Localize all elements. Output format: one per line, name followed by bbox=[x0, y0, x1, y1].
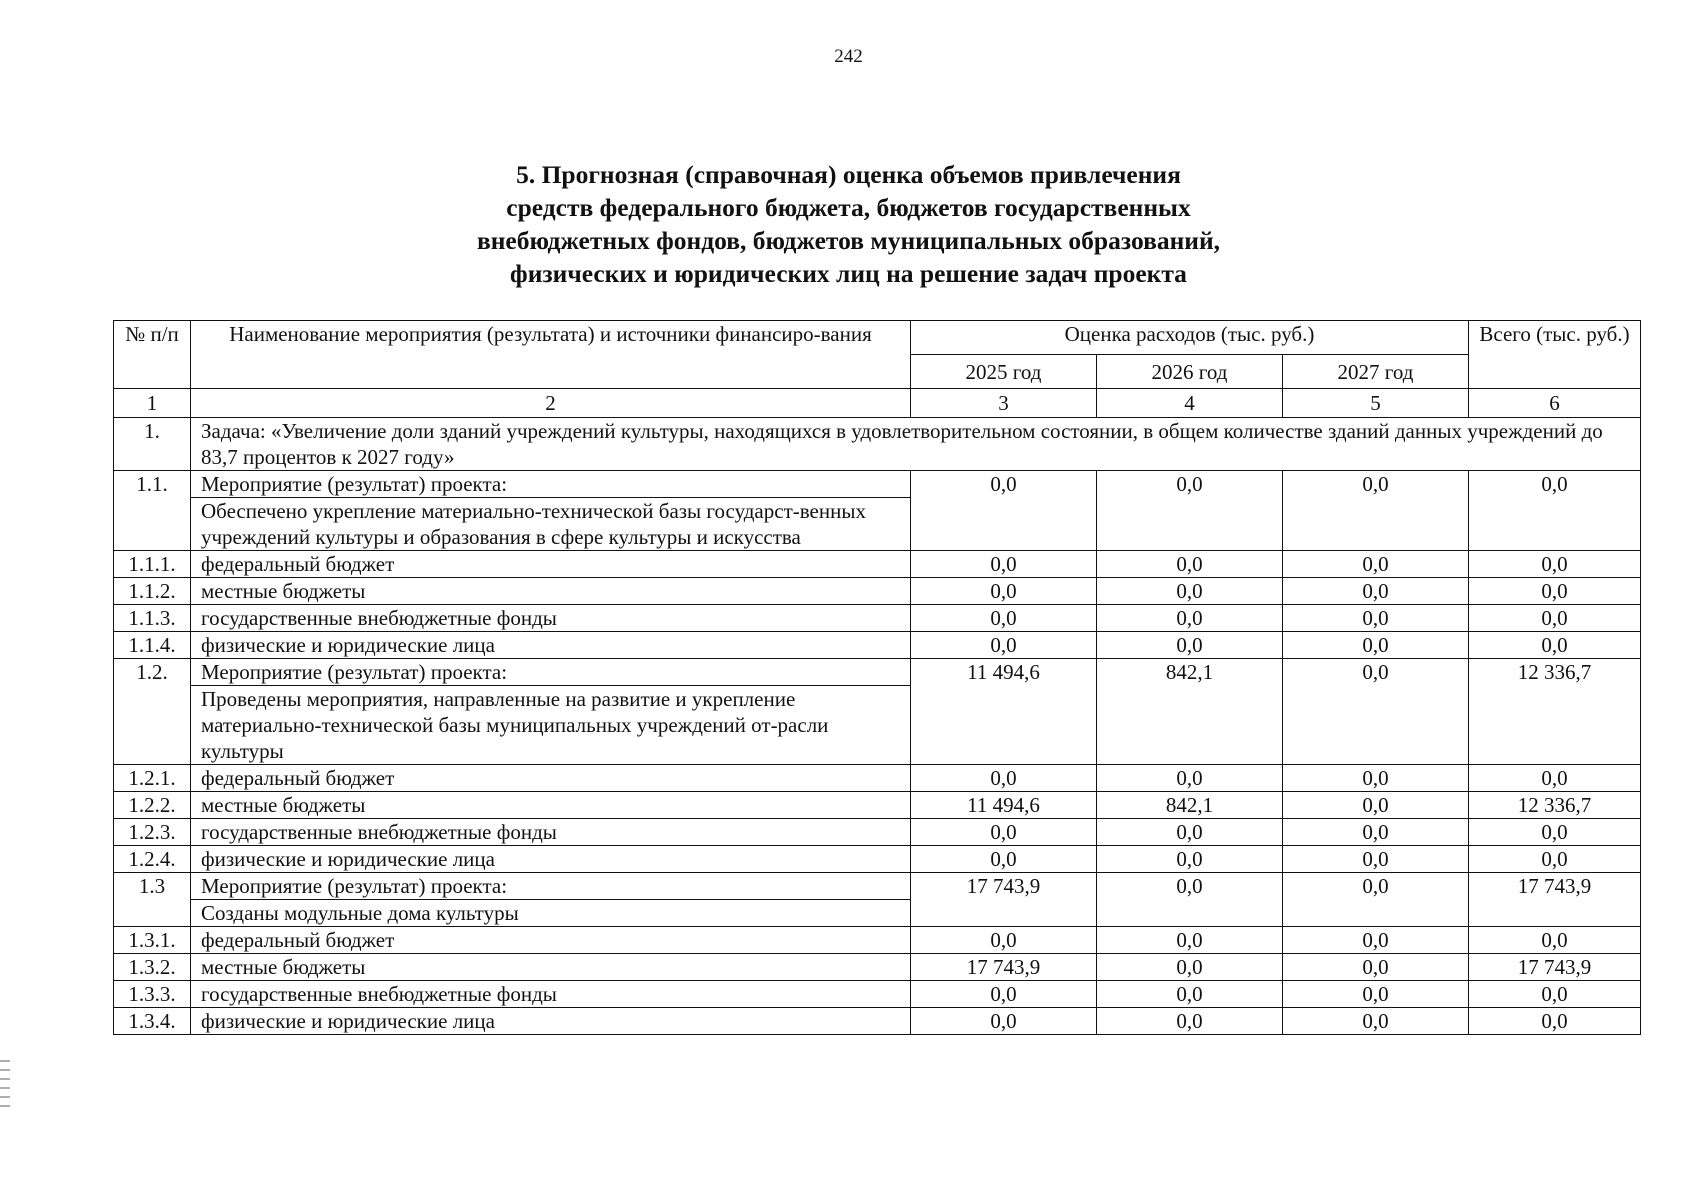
source-value: 0,0 bbox=[1469, 605, 1641, 632]
header-name: Наименование мероприятия (результата) и источники финансиро-вания bbox=[191, 321, 911, 389]
source-row bbox=[114, 605, 1641, 632]
source-value: 0,0 bbox=[1469, 765, 1641, 792]
source-num: 1.3.2. bbox=[114, 954, 191, 981]
source-value: 0,0 bbox=[911, 1008, 1097, 1035]
source-name: физические и юридические лица bbox=[191, 1008, 911, 1035]
source-row bbox=[114, 846, 1641, 873]
task-num: 1. bbox=[114, 418, 191, 471]
header-year-2025: 2025 год bbox=[911, 355, 1097, 389]
source-value: 0,0 bbox=[1097, 605, 1283, 632]
source-num: 1.3.1. bbox=[114, 927, 191, 954]
measure-value: 12 336,7 bbox=[1469, 659, 1641, 765]
measure-row bbox=[114, 873, 1641, 900]
measure-label: Мероприятие (результат) проекта: bbox=[191, 873, 911, 900]
source-value: 0,0 bbox=[1283, 605, 1469, 632]
source-value: 17 743,9 bbox=[1469, 954, 1641, 981]
source-name: государственные внебюджетные фонды bbox=[191, 605, 911, 632]
measure-row bbox=[114, 471, 1641, 498]
source-value: 0,0 bbox=[1283, 927, 1469, 954]
budget-table bbox=[113, 320, 1641, 1035]
source-value: 0,0 bbox=[1097, 981, 1283, 1008]
source-value: 0,0 bbox=[1469, 632, 1641, 659]
source-num: 1.1.1. bbox=[114, 551, 191, 578]
source-value: 0,0 bbox=[1283, 632, 1469, 659]
source-value: 0,0 bbox=[911, 927, 1097, 954]
source-value: 0,0 bbox=[1097, 819, 1283, 846]
column-index-row bbox=[114, 389, 1641, 418]
source-num: 1.3.4. bbox=[114, 1008, 191, 1035]
table-body bbox=[114, 418, 1641, 1035]
source-value: 0,0 bbox=[911, 551, 1097, 578]
source-value: 0,0 bbox=[911, 846, 1097, 873]
source-row bbox=[114, 551, 1641, 578]
measure-label: Мероприятие (результат) проекта: bbox=[191, 659, 911, 686]
source-row bbox=[114, 927, 1641, 954]
task-row bbox=[114, 418, 1641, 471]
source-value: 0,0 bbox=[1283, 1008, 1469, 1035]
source-value: 0,0 bbox=[1283, 551, 1469, 578]
column-index: 3 bbox=[911, 389, 1097, 418]
source-name: физические и юридические лица bbox=[191, 632, 911, 659]
header-cost-group: Оценка расходов (тыс. руб.) bbox=[911, 321, 1469, 355]
source-value: 11 494,6 bbox=[911, 792, 1097, 819]
source-value: 0,0 bbox=[911, 765, 1097, 792]
source-value: 0,0 bbox=[1097, 846, 1283, 873]
source-num: 1.2.2. bbox=[114, 792, 191, 819]
task-text: Задача: «Увеличение доли зданий учреждений культуры, находящихся в удовлетворительном состоянии, в общем количестве зданий данных учреждений до 83,7 процентов к 2027 году» bbox=[191, 418, 1641, 471]
column-index: 1 bbox=[114, 389, 191, 418]
measure-value: 0,0 bbox=[911, 471, 1097, 551]
column-index: 5 bbox=[1283, 389, 1469, 418]
measure-description: Созданы модульные дома культуры bbox=[191, 900, 911, 927]
source-num: 1.2.3. bbox=[114, 819, 191, 846]
source-row bbox=[114, 792, 1641, 819]
source-value: 0,0 bbox=[911, 605, 1097, 632]
source-name: федеральный бюджет bbox=[191, 765, 911, 792]
source-name: местные бюджеты bbox=[191, 954, 911, 981]
source-name: федеральный бюджет bbox=[191, 927, 911, 954]
source-row bbox=[114, 954, 1641, 981]
source-value: 0,0 bbox=[1097, 1008, 1283, 1035]
section-title bbox=[0, 158, 1697, 290]
measure-value: 0,0 bbox=[1283, 471, 1469, 551]
column-index: 6 bbox=[1469, 389, 1641, 418]
source-num: 1.1.2. bbox=[114, 578, 191, 605]
measure-value: 17 743,9 bbox=[911, 873, 1097, 927]
source-value: 0,0 bbox=[911, 578, 1097, 605]
source-value: 0,0 bbox=[1283, 578, 1469, 605]
source-num: 1.1.4. bbox=[114, 632, 191, 659]
measure-value: 0,0 bbox=[1469, 471, 1641, 551]
title-line: физических и юридических лиц на решение задач проекта bbox=[510, 259, 1187, 288]
column-index: 4 bbox=[1097, 389, 1283, 418]
source-name: государственные внебюджетные фонды bbox=[191, 819, 911, 846]
title-line: средств федерального бюджета, бюджетов государственных bbox=[506, 193, 1191, 222]
source-value: 0,0 bbox=[911, 981, 1097, 1008]
measure-num: 1.3 bbox=[114, 873, 191, 927]
source-name: местные бюджеты bbox=[191, 578, 911, 605]
measure-value: 11 494,6 bbox=[911, 659, 1097, 765]
source-value: 12 336,7 bbox=[1469, 792, 1641, 819]
source-row bbox=[114, 765, 1641, 792]
source-value: 0,0 bbox=[1469, 578, 1641, 605]
source-value: 0,0 bbox=[1469, 551, 1641, 578]
table-header bbox=[114, 321, 1641, 418]
title-line: внебюджетных фондов, бюджетов муниципальных образований, bbox=[476, 226, 1221, 255]
page-number: 242 bbox=[834, 46, 863, 67]
header-total: Всего (тыс. руб.) bbox=[1469, 321, 1641, 389]
source-value: 0,0 bbox=[1283, 954, 1469, 981]
source-num: 1.3.3. bbox=[114, 981, 191, 1008]
source-value: 0,0 bbox=[1283, 765, 1469, 792]
measure-label: Мероприятие (результат) проекта: bbox=[191, 471, 911, 498]
source-value: 0,0 bbox=[1097, 551, 1283, 578]
measure-row bbox=[114, 659, 1641, 686]
source-value: 842,1 bbox=[1097, 792, 1283, 819]
source-value: 0,0 bbox=[1469, 819, 1641, 846]
source-row bbox=[114, 819, 1641, 846]
column-index: 2 bbox=[191, 389, 911, 418]
header-year-2027: 2027 год bbox=[1283, 355, 1469, 389]
measure-description: Обеспечено укрепление материально-технической базы государст-венных учреждений культуры и образования в сфере культуры и искусства bbox=[191, 498, 911, 551]
measure-value: 0,0 bbox=[1097, 471, 1283, 551]
source-name: местные бюджеты bbox=[191, 792, 911, 819]
source-value: 0,0 bbox=[1469, 1008, 1641, 1035]
measure-value: 0,0 bbox=[1283, 659, 1469, 765]
source-value: 0,0 bbox=[911, 632, 1097, 659]
measure-value: 0,0 bbox=[1283, 873, 1469, 927]
source-name: физические и юридические лица bbox=[191, 846, 911, 873]
measure-num: 1.2. bbox=[114, 659, 191, 765]
source-value: 0,0 bbox=[1097, 927, 1283, 954]
source-num: 1.2.1. bbox=[114, 765, 191, 792]
source-num: 1.2.4. bbox=[114, 846, 191, 873]
source-num: 1.1.3. bbox=[114, 605, 191, 632]
source-value: 0,0 bbox=[1283, 792, 1469, 819]
measure-value: 0,0 bbox=[1097, 873, 1283, 927]
measure-num: 1.1. bbox=[114, 471, 191, 551]
measure-value: 17 743,9 bbox=[1469, 873, 1641, 927]
source-row bbox=[114, 578, 1641, 605]
source-value: 0,0 bbox=[1469, 981, 1641, 1008]
source-value: 0,0 bbox=[1097, 632, 1283, 659]
source-value: 0,0 bbox=[1097, 954, 1283, 981]
source-value: 0,0 bbox=[1469, 927, 1641, 954]
source-value: 0,0 bbox=[1283, 846, 1469, 873]
source-value: 17 743,9 bbox=[911, 954, 1097, 981]
source-value: 0,0 bbox=[1097, 578, 1283, 605]
measure-description: Проведены мероприятия, направленные на развитие и укрепление материально-технической базы муниципальных учреждений от-расли культуры bbox=[191, 686, 911, 765]
header-num: № п/п bbox=[114, 321, 191, 389]
source-value: 0,0 bbox=[1283, 819, 1469, 846]
source-row bbox=[114, 1008, 1641, 1035]
source-value: 0,0 bbox=[1469, 846, 1641, 873]
header-year-2026: 2026 год bbox=[1097, 355, 1283, 389]
measure-value: 842,1 bbox=[1097, 659, 1283, 765]
source-value: 0,0 bbox=[911, 819, 1097, 846]
source-value: 0,0 bbox=[1283, 981, 1469, 1008]
source-row bbox=[114, 632, 1641, 659]
source-name: государственные внебюджетные фонды bbox=[191, 981, 911, 1008]
source-row bbox=[114, 981, 1641, 1008]
source-name: федеральный бюджет bbox=[191, 551, 911, 578]
source-value: 0,0 bbox=[1097, 765, 1283, 792]
scan-edge-marks bbox=[0, 1060, 10, 1110]
title-line: 5. Прогнозная (справочная) оценка объемов привлечения bbox=[516, 160, 1181, 189]
